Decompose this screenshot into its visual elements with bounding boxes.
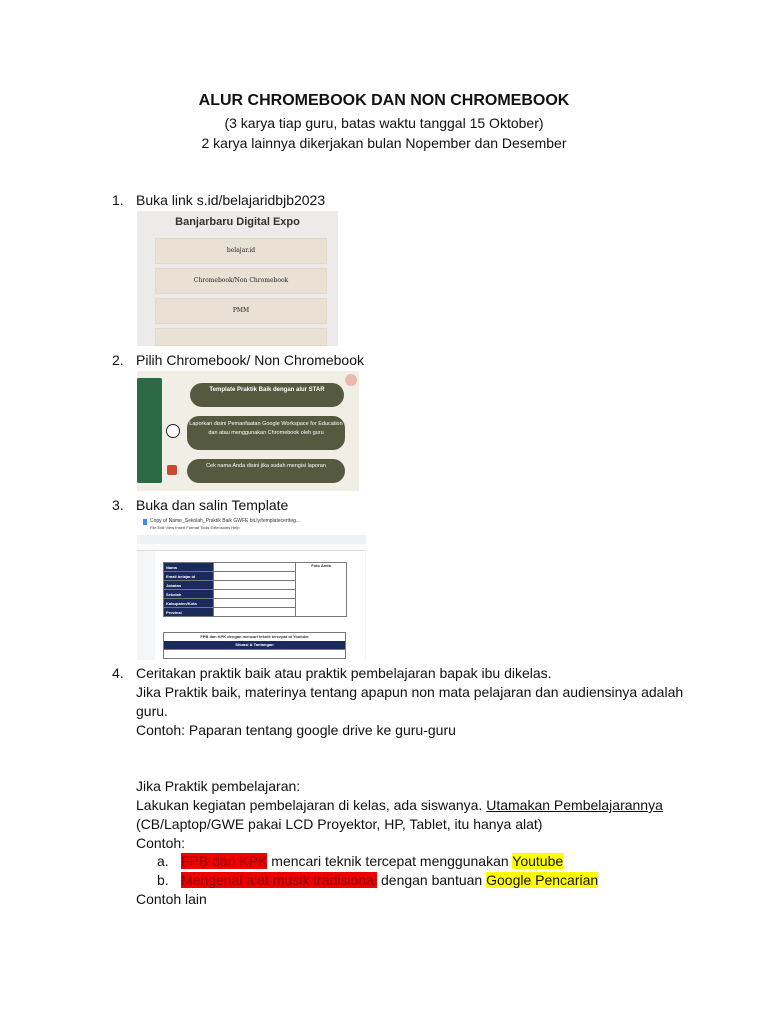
row-label: Kabupaten/Kota (164, 599, 214, 608)
practice-title: FPB dan KPK dengan mencari teknik tercepat di Youtube (200, 634, 309, 639)
doc-ruler (137, 544, 366, 551)
step-1-number: 1. (112, 192, 124, 208)
row-label: Email belajar.id (164, 572, 214, 581)
step-2-text: Pilih Chromebook/ Non Chromebook (136, 352, 364, 368)
step-4-number: 4. (112, 665, 124, 681)
star-template-header: Template Praktik Baik dengan alur STAR (190, 383, 344, 407)
screenshot-template-star (137, 371, 359, 491)
example-a-label: a. (157, 853, 169, 869)
doc-titlebar (137, 517, 366, 535)
google-search-highlight: Google Pencarian (486, 872, 599, 888)
practice-good-desc: Jika Praktik baik, materinya tentang apapun non mata pelajaran dan audiensinya adalah (136, 684, 684, 700)
example-a: FPB dan KPK mencari teknik tercepat menggunakan Youtube (181, 853, 564, 869)
row-label: Sekolah (164, 590, 214, 599)
step-3-number: 3. (112, 497, 124, 513)
learning-practice-heading: Jika Praktik pembelajaran: (136, 778, 301, 794)
screenshot-google-doc-template (137, 517, 366, 660)
example-label: Contoh: (136, 835, 186, 851)
report-gwfe-item: Laporkan disini Pemanfaatan Google Workspace for Education dan atau menggunakan Chromebook oleh guru (187, 416, 345, 450)
music-highlight: Mengenal alat musik tradisional (181, 872, 378, 888)
learning-practice-desc: Lakukan kegiatan pembelajaran di kelas, ada siswanya. Utamakan Pembelajarannya (136, 797, 663, 813)
screenshot-banjarbaru-expo (137, 211, 338, 346)
check-name-item: Cek nama Anda disini jika sudah mengisi laporan (187, 459, 345, 483)
doc-toolbar (137, 535, 366, 544)
row-label: Nama (164, 563, 214, 572)
extra-button (155, 328, 327, 346)
subtitle-note: 2 karya lainnya dikerjakan bulan Nopember dan Desember (201, 135, 567, 151)
row-label: Jabatan (164, 581, 214, 590)
tools-note: (CB/Laptop/GWE pakai LCD Proyektor, HP, Tablet, itu hanya alat) (136, 816, 543, 832)
priority-learning-text: Utamakan Pembelajarannya (486, 797, 663, 813)
practice-subtitle: Situasi & Tantangan (164, 641, 345, 649)
belajar-id-button: belajar.id (155, 238, 327, 264)
chromebook-button: Chromebook/Non Chromebook (155, 268, 327, 294)
youtube-highlight: Youtube (512, 853, 564, 869)
ball-icon (166, 424, 180, 438)
row-label: Provinsi (164, 608, 214, 617)
step-3-text: Buka dan salin Template (136, 497, 289, 513)
step-2-number: 2. (112, 352, 124, 368)
fpb-kpk-highlight: FPB dan KPK (181, 853, 268, 869)
docs-icon (143, 519, 147, 525)
page-title: ALUR CHROMEBOOK DAN NON CHROMEBOOK (198, 92, 570, 109)
subtitle-deadline: (3 karya tiap guru, batas waktu tanggal 15 Oktober) (224, 115, 544, 131)
pmm-button: PMM (155, 298, 327, 324)
trophy-icon (167, 465, 177, 475)
example-b-label: b. (157, 872, 169, 888)
other-example: Contoh lain (136, 891, 207, 907)
practice-table (163, 632, 346, 659)
step-1-text: Buka link s.id/belajaridbjb2023 (136, 192, 326, 208)
green-banner-icon (137, 378, 162, 483)
example-text: Contoh: Paparan tentang google drive ke guru-guru (136, 722, 456, 738)
expo-heading: Banjarbaru Digital Expo (175, 216, 300, 228)
decor-circle-icon (345, 374, 357, 386)
example-b: Mengenal alat musik tradisional dengan bantuan Google Pencarian (181, 872, 599, 888)
step-4-text: Ceritakan praktik baik atau praktik pembelajaran bapak ibu dikelas. (136, 665, 552, 681)
practice-good-desc-cont: guru. (136, 703, 168, 719)
profile-table (163, 562, 347, 617)
photo-cell: Foto Anda (296, 563, 347, 617)
doc-title: Copy of Name_Sekolah_Praktik Baik GWFE bit.ly/templatecertteg... (150, 518, 301, 524)
doc-menu: File Edit View Insert Format Tools Extensions Help (150, 525, 240, 530)
